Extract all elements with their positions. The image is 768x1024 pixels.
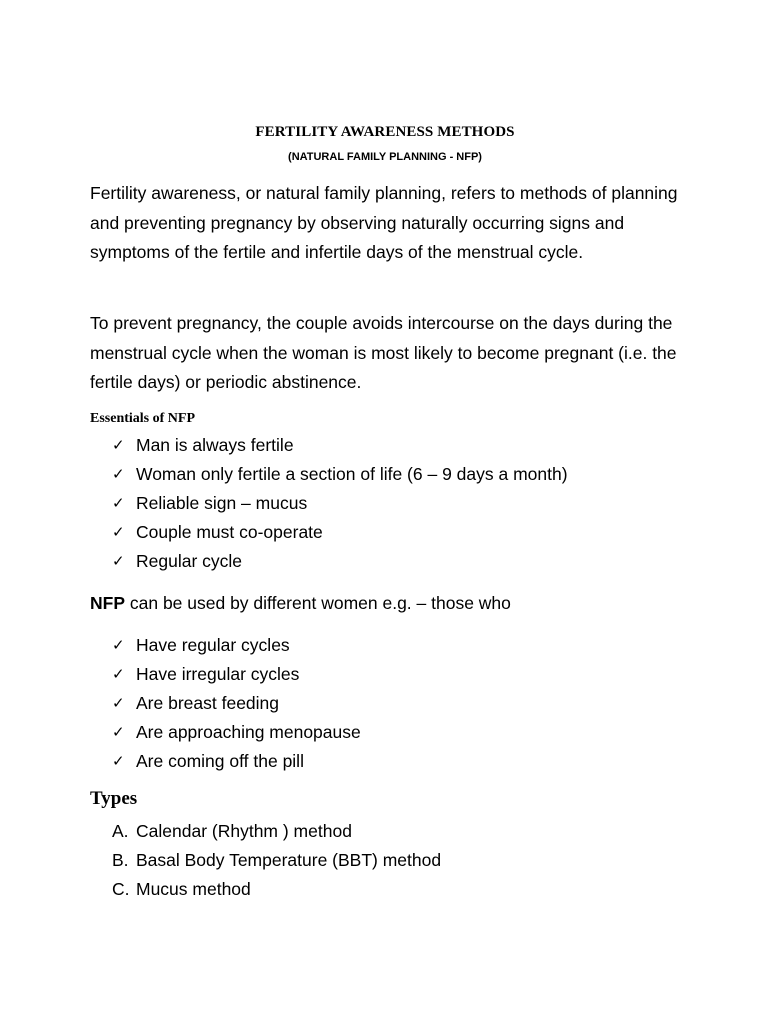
page-title: FERTILITY AWARENESS METHODS: [255, 124, 515, 140]
list-item: [112, 518, 568, 547]
checkmark-icon: ✓: [112, 465, 125, 483]
checkmark-icon: ✓: [112, 436, 125, 454]
who-list: [112, 631, 361, 776]
list-item-text: Are breast feeding: [136, 693, 280, 713]
list-item: [112, 631, 361, 660]
list-item-text: Mucus method: [136, 879, 251, 899]
checkmark-icon: ✓: [112, 723, 125, 741]
prevention-paragraph: To prevent pregnancy, the couple avoids intercourse on the days during the menstrual cycle when the woman is most likely to become pregnant (i.e. the fertile days) or periodic abstinence.: [90, 313, 677, 392]
essentials-heading: Essentials of NFP: [90, 411, 195, 426]
essentials-list: [112, 431, 568, 576]
list-item-text: Have regular cycles: [136, 635, 290, 655]
list-item-text: Man is always fertile: [136, 435, 294, 455]
list-item: [112, 846, 441, 875]
intro-paragraph: Fertility awareness, or natural family planning, refers to methods of planning and preventing pregnancy by observing naturally occurring signs and symptoms of the fertile and infertile days of the menstrual cycle.: [90, 183, 678, 262]
checkmark-icon: ✓: [112, 665, 125, 683]
list-item: [112, 689, 361, 718]
list-marker: B.: [112, 850, 129, 870]
list-item: [112, 460, 568, 489]
list-item: [112, 718, 361, 747]
list-item: [112, 547, 568, 576]
list-item: [112, 817, 441, 846]
list-marker: A.: [112, 821, 129, 841]
list-item: [112, 875, 441, 904]
list-item-text: Are coming off the pill: [136, 751, 304, 771]
list-item-text: Calendar (Rhythm ) method: [136, 821, 352, 841]
list-item-text: Couple must co-operate: [136, 522, 323, 542]
list-item: [112, 489, 568, 518]
list-item-text: Regular cycle: [136, 551, 243, 571]
list-item: [112, 431, 568, 460]
page-subtitle: (NATURAL FAMILY PLANNING - NFP): [288, 151, 482, 163]
checkmark-icon: ✓: [112, 552, 125, 570]
nfp-usage-text: can be used by different women e.g. – those who: [125, 593, 511, 613]
list-item-text: Are approaching menopause: [136, 722, 361, 742]
nfp-usage-line: [90, 589, 511, 618]
list-item-text: Woman only fertile a section of life (6 – 9 days a month): [136, 464, 568, 484]
list-item-text: Basal Body Temperature (BBT) method: [136, 850, 442, 870]
list-item: [112, 747, 361, 776]
checkmark-icon: ✓: [112, 523, 125, 541]
list-item: [112, 660, 361, 689]
checkmark-icon: ✓: [112, 494, 125, 512]
list-marker: C.: [112, 879, 130, 899]
nfp-bold-label: NFP: [90, 593, 125, 613]
checkmark-icon: ✓: [112, 752, 125, 770]
list-item-text: Reliable sign – mucus: [136, 493, 308, 513]
checkmark-icon: ✓: [112, 636, 125, 654]
list-item-text: Have irregular cycles: [136, 664, 300, 684]
types-list: [112, 817, 441, 904]
types-heading: Types: [90, 788, 138, 809]
checkmark-icon: ✓: [112, 694, 125, 712]
